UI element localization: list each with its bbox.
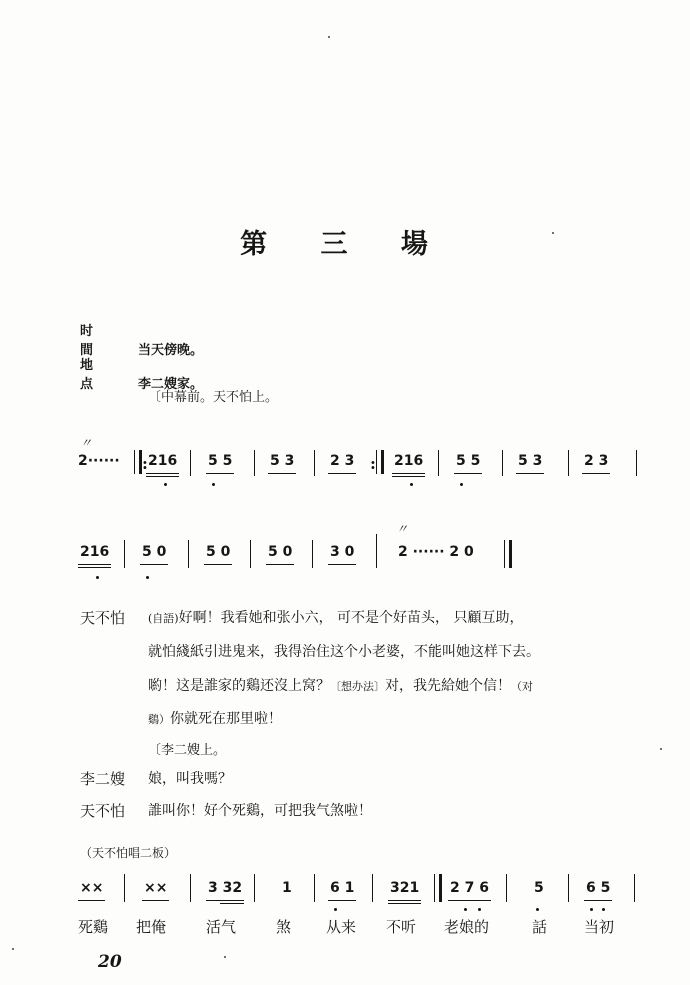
bar-line [568,874,569,902]
scan-speck [12,948,14,950]
dialogue-line: 娘，叫我嗎？ [148,771,232,787]
bar-line [254,450,255,476]
bar-line [502,450,503,476]
time-line [80,320,203,358]
dialogue-line: (自語)好啊！我看她和张小六， 可不是个好苗头， 只顧互助， [148,610,524,626]
measure: 5 0 [268,544,292,572]
lyrics-row [78,916,648,936]
lyric: 老娘的 [444,918,490,936]
measure: 1 [282,880,292,896]
bar-line [376,534,377,568]
dialogue-line: 就怕綫紙引进鬼来，我得治住这个小老婆，不能叫她这样下去。 [148,644,540,660]
dialogue-line: 誰叫你！好个死鷄，可把我气煞啦！ [148,803,372,819]
speaker-name: 天不怕 [80,609,126,627]
measure: 5 [534,880,544,908]
bar-line [188,540,189,568]
lyric: 当初 [584,918,615,936]
measure: 2 7 6 [450,880,489,908]
place-value: 李二嫂家。 [138,377,204,392]
measure: 5 3 [270,453,294,481]
score-row-2 [78,522,518,600]
measure: 5 0 [206,544,230,572]
bar-line [254,874,255,902]
scene-title: 第 三 場 [240,229,450,260]
bar-line [506,874,507,902]
measure: ×× [80,880,103,908]
measure: 6 1 [330,880,354,908]
page-number: 20 [98,952,122,972]
tempo-mark: 〃 [80,436,93,450]
bar-line [190,450,191,476]
repeat-colon: : [370,454,376,473]
tempo-mark: 〃 [396,522,409,536]
place-label: 地 点 [80,358,104,392]
measure: ×× [144,880,167,908]
song-direction: （天不怕唱二板） [80,846,177,860]
lyric: 从来 [326,918,357,936]
repeat-start-bar [134,450,142,474]
lyric: 把俺 [136,918,167,936]
measure: 2 3 [584,453,608,481]
measure: 216 [80,544,109,572]
bar-line [634,874,635,902]
score-row-1 [78,436,648,510]
final-bar [504,540,512,568]
measure: 216 [148,453,177,481]
bar-line [190,874,191,902]
bar-line [568,450,569,476]
measure: 5 5 [208,453,232,481]
bar-line [312,540,313,568]
stage-direction: 〔中幕前。天不怕上。 [148,390,279,405]
bar-line [314,450,315,476]
scan-speck [224,956,226,958]
measure: 6 5 [586,880,610,908]
bar-line [636,450,637,476]
measure: 2 3 [330,453,354,481]
lyric: 不听 [386,918,417,936]
ending-notes: 2 ······ 2 0 [398,544,474,560]
measure: 321 [390,880,419,908]
dialogue-line: 喲！这是誰家的鷄还沒上窝？〔想办法〕对，我先給她个信！（对 [148,678,533,694]
lyric: 死鷄 [78,918,109,936]
lyric: 活气 [206,918,237,936]
lyric: 煞 [276,918,292,936]
measure: 5 0 [142,544,166,572]
bar-line [372,874,373,902]
stage-direction: 〔李二嫂上。 [148,743,227,758]
measure: 5 5 [456,453,480,481]
dialogue-line: 鷄）你就死在那里啦！ [148,711,282,727]
scan-speck [552,232,554,234]
time-label: 时 間 [80,324,104,358]
bar-line [314,874,315,902]
bar-line [250,540,251,568]
bar-line [438,450,439,476]
time-value: 当天傍晚。 [138,343,204,358]
bar-line [434,874,442,902]
speaker-name: 李二嫂 [80,770,126,788]
bar-line [124,540,125,568]
bar-line [124,874,125,902]
scan-speck [660,748,662,750]
intro-note: 2······ [78,453,120,469]
repeat-end-bar [376,450,384,474]
scan-speck [328,36,330,38]
measure: 5 3 [518,453,542,481]
lyric: 話 [532,918,548,936]
measure: 216 [394,453,423,481]
measure: 3 0 [330,544,354,572]
measure: 3 32 [208,880,242,908]
repeat-colon: : [142,454,148,473]
speaker-name: 天不怕 [80,802,126,820]
